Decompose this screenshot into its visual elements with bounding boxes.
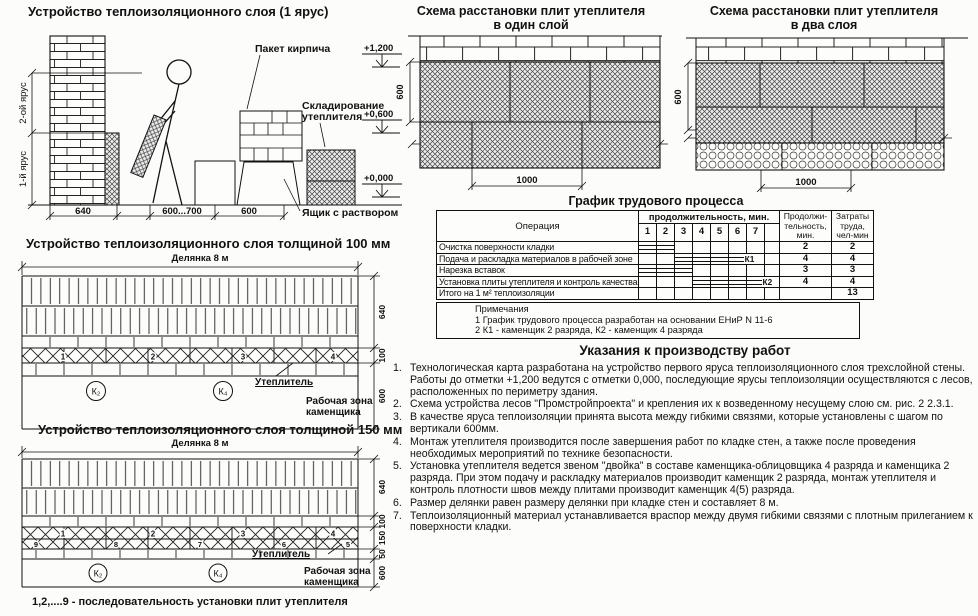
- note-line: 1 График трудового процесса разработан на основании ЕНиР N 11-6: [475, 314, 773, 325]
- brick-wall: [50, 36, 105, 205]
- plot-length-label: Делянка 8 м: [171, 438, 229, 449]
- item-text: Монтаж утеплителя производится после завершения работ по кладке стен, а также после проведения необходимых мероприятий по технике безопасности.: [410, 435, 916, 460]
- notes-title: Примечания: [475, 303, 529, 314]
- labor-value: 3: [849, 264, 856, 276]
- gantt-cell: [639, 265, 765, 276]
- gantt-marker: К2: [762, 276, 773, 287]
- mortar-box-label: Ящик с раствором: [302, 207, 399, 219]
- sequence-number: 3: [240, 529, 246, 539]
- worker-k2-label: К₂: [91, 386, 101, 397]
- work-zone-label-2: каменщика: [304, 577, 359, 588]
- gantt-cell: [639, 276, 773, 288]
- brick-package: [240, 111, 302, 161]
- worker-k4-label: К₄: [218, 386, 228, 397]
- brick-band-3: [22, 517, 358, 526]
- col-operation: Операция: [437, 211, 639, 241]
- work-zone-label-1: Рабочая зона: [306, 396, 373, 407]
- minute-columns: [639, 224, 779, 241]
- brick-band-4: [22, 364, 358, 375]
- diagram2-title-1: Схема расстановки плит утеплителя: [416, 4, 646, 18]
- work-instructions: [393, 343, 977, 535]
- dim-insulation-150: 150: [377, 530, 387, 546]
- operation-name: Установка плиты утеплителя и контроль качества: [439, 276, 638, 287]
- operation-name: Подача и раскладка материалов в рабочей зоне: [437, 254, 639, 265]
- storage-leader: [320, 123, 325, 147]
- operation-name: Итого на 1 м² теплоизоляции: [437, 288, 639, 299]
- narrow-cell: [765, 242, 780, 253]
- narrow-cell: [765, 288, 780, 299]
- sequence-number: 4: [330, 529, 336, 539]
- schedule-title: График трудового процесса: [568, 194, 744, 208]
- dim-wall-640: 640: [377, 479, 387, 495]
- sequence-number: 6: [281, 540, 287, 549]
- brick-band-1: [22, 278, 358, 304]
- col-minutes-group: [639, 211, 780, 241]
- dim-gap-100: 100: [377, 514, 387, 529]
- gantt-marker: К1: [744, 253, 755, 264]
- plan100-title: Устройство теплоизоляционного слоя толщиной 100 мм: [26, 236, 391, 251]
- list-item: [393, 412, 977, 436]
- item-number: 5.: [393, 460, 402, 473]
- note-line: 2 К1 - каменщик 2 разряда, К2 - каменщик 4 разряда: [475, 325, 703, 336]
- dim-zone-600: 600: [377, 388, 387, 404]
- dim-height-600: 600: [395, 84, 405, 100]
- diagram-one-layer: [390, 4, 672, 202]
- worker-k4-badge: [209, 564, 227, 582]
- item-text: Теплоизоляционный материал устанавливается враспор между двумя гибкими связями с плотным прилеганием к поверхности кладки.: [410, 509, 973, 534]
- diagram3-title-2: в два слоя: [790, 18, 858, 32]
- minute-col-extra: [765, 224, 780, 241]
- duration-value: 3: [780, 265, 832, 276]
- brick-pack-leader: [247, 55, 260, 109]
- labor-value: 4: [849, 252, 856, 264]
- item-text: Размер делянки равен размеру делянки при кладке стен и составляет 8 м.: [410, 496, 779, 509]
- labor-value: 4: [849, 275, 856, 287]
- labor-value: 2: [849, 241, 856, 252]
- duration-value: [780, 288, 832, 299]
- dim-gap-50: 50: [377, 549, 387, 559]
- dim-wall-640: 640: [377, 304, 387, 320]
- sequence-number: 1: [60, 529, 66, 539]
- worker-k2-badge: [89, 564, 107, 582]
- insulation-field: [420, 62, 660, 168]
- minute-col-3: 3: [675, 224, 693, 241]
- duration-value: 4: [780, 277, 832, 288]
- brick-band-2: [22, 490, 358, 514]
- work-process-schedule: [436, 194, 876, 339]
- worker-k4-label: К₄: [213, 568, 223, 579]
- elev-0000-value: +0,000: [364, 173, 394, 184]
- worker-k2-label: К₂: [93, 568, 103, 579]
- storage-label-2: утеплителя: [302, 111, 363, 123]
- sequence-number: 9: [33, 540, 39, 549]
- work-zone-label-2: каменщика: [306, 407, 361, 418]
- minute-col-5: 5: [711, 224, 729, 241]
- diagram3-title-1: Схема расстановки плит утеплителя: [709, 4, 939, 18]
- dim-width-1000: 1000: [795, 177, 817, 188]
- schedule-notes: [436, 302, 860, 339]
- item-number: 7.: [393, 509, 402, 522]
- worker-k4-badge: [214, 382, 233, 401]
- sequence-number: 2: [150, 352, 156, 362]
- gantt-bar: [639, 268, 693, 273]
- schedule-table-header: [437, 211, 873, 242]
- table-row: [437, 288, 873, 299]
- tier2-label: 2-ой ярус: [18, 82, 29, 124]
- insulation-stockpile: [307, 150, 355, 205]
- height-dimension: [684, 59, 696, 134]
- gantt-bar: [675, 257, 746, 262]
- list-item: [393, 511, 977, 535]
- duration-value: 2: [780, 242, 832, 253]
- item-number: 4.: [393, 435, 402, 448]
- item-number: 2.: [393, 398, 402, 411]
- plan-100mm: [8, 236, 424, 431]
- sequence-legend: 1,2,....9 - последовательность установки плит утеплителя: [32, 596, 348, 608]
- item-number: 3.: [393, 411, 402, 424]
- diagram3-drawing: [672, 34, 976, 204]
- diagram1-title: Устройство теплоизоляционного слоя (1 ярус): [28, 4, 329, 19]
- duration-value: 4: [780, 254, 832, 265]
- gantt-cell: [639, 288, 765, 299]
- worker-k2-badge: [87, 382, 106, 401]
- gantt-bar: [639, 245, 675, 250]
- gantt-cell: [639, 254, 765, 265]
- diagram-two-layer: [672, 4, 976, 204]
- minute-col-1: 1: [639, 224, 657, 241]
- work-zone-label-1: Рабочая зона: [304, 566, 371, 577]
- labor-value: 13: [847, 287, 858, 299]
- plan150-title: Устройство теплоизоляционного слоя толщиной 150 мм: [38, 422, 403, 437]
- col-total-duration: Продолжи-тельность, мин.: [780, 211, 832, 241]
- dim-insulation-100: 100: [377, 348, 387, 363]
- plot-length-label: Делянка 8 м: [171, 253, 229, 264]
- brick-course: [420, 36, 660, 62]
- brick-course: [696, 38, 944, 63]
- gantt-bar: [693, 280, 764, 285]
- operation-name: Очистка поверхности кладки: [437, 242, 639, 253]
- col-duration-group: продолжительность, мин.: [639, 211, 779, 224]
- list-item: [393, 498, 977, 510]
- pedestal-block: [195, 161, 235, 205]
- tier1-label: 1-й ярус: [18, 150, 29, 188]
- instructions-title: Указания к производству работ: [579, 343, 791, 358]
- insulation-strip: [105, 133, 119, 205]
- brick-band-2: [22, 308, 358, 334]
- mortar-box: [237, 162, 300, 205]
- list-item: [393, 461, 977, 496]
- insulation-layer-2: [696, 143, 944, 170]
- narrow-cell: [765, 265, 780, 276]
- brick-pack-label: Пакет кирпича: [255, 43, 331, 55]
- narrow-cell: [765, 254, 780, 265]
- dim-600: 600: [241, 206, 257, 217]
- height-dimension: [406, 58, 420, 126]
- dim-width-1000: 1000: [516, 175, 538, 186]
- diagram1-drawing: [2, 19, 412, 225]
- brick-band-1: [22, 461, 358, 486]
- plan150-drawing: [8, 437, 416, 609]
- sequence-number: 7: [197, 540, 203, 549]
- minute-col-4: 4: [693, 224, 711, 241]
- diagram2-drawing: [390, 34, 672, 202]
- diagram2-title-2: в один слой: [493, 18, 569, 32]
- sequence-number: 1: [60, 352, 66, 362]
- dim-640: 640: [75, 206, 91, 217]
- item-text: Технологическая карта разработана на устройство первого яруса теплоизоляционного слоя трехслойной стены. Работы до отметки +1,200 ведутся с отметки 0,000, последующие ярусы теплоизоляции осуществляются с лесов, расположенных по периметру здания.: [410, 362, 973, 398]
- dim-600-700: 600...700: [162, 206, 202, 217]
- col-labor: Затраты труда, чел-мин: [835, 211, 870, 241]
- sequence-number: 5: [345, 540, 351, 549]
- operation-name: Нарезка вставок: [437, 265, 639, 276]
- elev-0600-value: +0,600: [364, 109, 394, 120]
- item-text: Схема устройства лесов "Промстройпроекта" и крепления их к возведенному несущему слою см. рис. 2 2.3.1.: [410, 398, 954, 411]
- sequence-number: 4: [330, 352, 336, 362]
- table-row: [437, 277, 873, 289]
- sequence-number: 8: [113, 540, 119, 549]
- insulation-layer-1: [696, 63, 944, 143]
- list-item: [393, 399, 977, 411]
- brick-band-3: [22, 337, 358, 347]
- list-item: [393, 437, 977, 461]
- diagram-insulation-tier1: [2, 4, 414, 225]
- list-item: [393, 363, 977, 398]
- dim-height-600: 600: [673, 89, 683, 105]
- item-number: 1.: [393, 362, 402, 374]
- sequence-number: 3: [240, 352, 246, 362]
- item-text: В качестве яруса теплоизоляции принята высота между гибкими связями, которые установлены с шагом по вертикали 600мм.: [410, 411, 943, 435]
- dim-zone-600: 600: [377, 565, 387, 581]
- storage-label-1: Складирование: [302, 100, 385, 112]
- insulation-label: Утеплитель: [252, 549, 311, 560]
- minute-col-6: 6: [729, 224, 747, 241]
- insulation-label: Утеплитель: [255, 377, 314, 388]
- sequence-number: 2: [150, 529, 156, 539]
- minute-col-7: 7: [747, 224, 765, 241]
- plan100-drawing: [8, 251, 416, 431]
- minute-col-2: 2: [657, 224, 675, 241]
- gantt-cell: [639, 242, 765, 253]
- elev-1200-value: +1,200: [364, 43, 394, 54]
- table-row: [437, 242, 873, 254]
- plan-150mm: [8, 422, 424, 609]
- item-number: 6.: [393, 496, 402, 509]
- schedule-table: [436, 210, 874, 300]
- item-text: Установка утеплителя ведется звеном "двойка" в составе каменщика-облицовщика 4 разряда и каменщика 2 разряда. При этом подачу и раскладку материалов производит каменщик 2 разряда, монтаж утеплителя и контроль плотности швов между плитами производит каменщик 4(5) разряда.: [410, 460, 950, 496]
